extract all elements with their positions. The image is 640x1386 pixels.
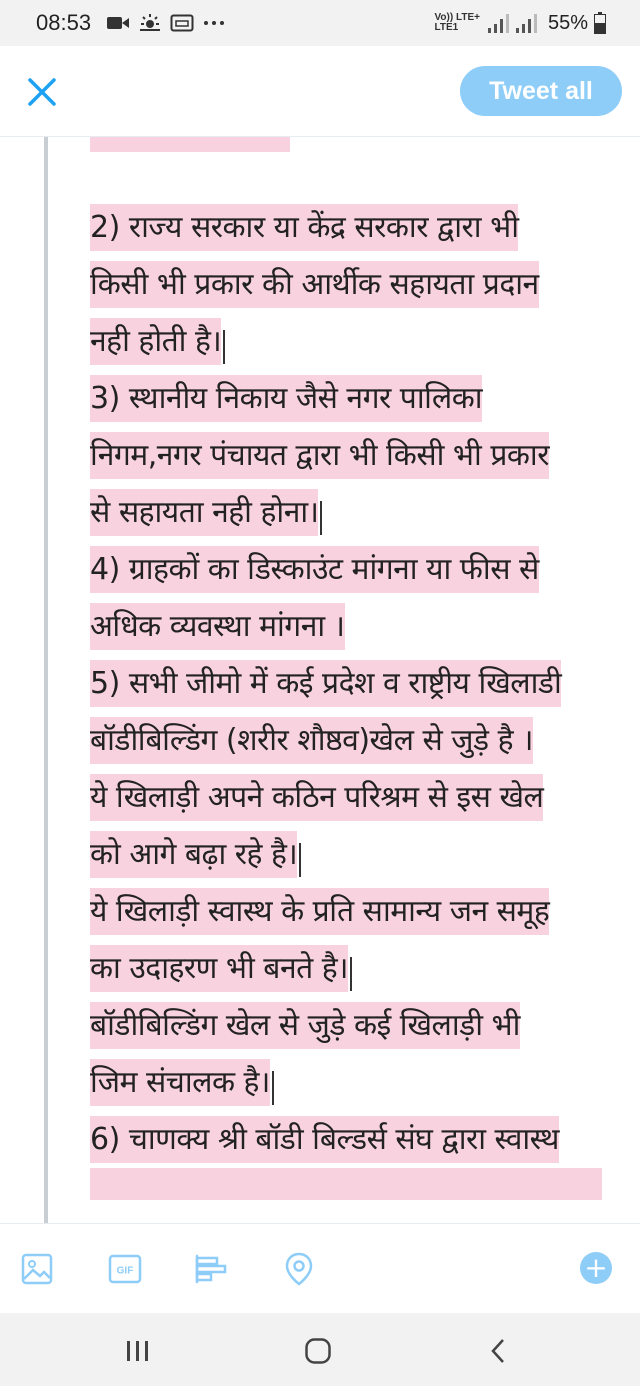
close-button[interactable] (24, 74, 60, 110)
thread-connector-line (44, 137, 48, 1223)
back-button[interactable] (478, 1333, 518, 1369)
tweet-text-input[interactable] (90, 199, 630, 1223)
add-tweet-icon: + (584, 1251, 608, 1284)
text-line-content: 5) सभी जीमो में कई प्रदेश व राष्ट्रीय खिलाडी (90, 660, 561, 707)
text-line-content: बॉडीबिल्डिंग (शरीर शौष्ठव)खेल से जुड़े है । (90, 717, 533, 764)
tweet-all-button[interactable]: Tweet all (460, 66, 622, 116)
location-icon (284, 1252, 314, 1286)
text-line (90, 940, 630, 997)
add-gif-button[interactable] (108, 1252, 142, 1286)
text-line (90, 256, 630, 313)
text-line (90, 370, 630, 427)
text-line (90, 655, 630, 712)
add-poll-button[interactable] (194, 1252, 228, 1286)
text-line-content: बॉडीबिल्डिंग खेल से जुड़े कई खिलाड़ी भी (90, 1002, 520, 1049)
text-line-content: का उदाहरण भी बनते है। (90, 945, 348, 992)
text-line-content: निगम,नगर पंचायत द्वारा भी किसी भी प्रकार (90, 432, 549, 479)
recent-apps-icon (124, 1339, 152, 1363)
text-line-content: किसी भी प्रकार की आर्थीक सहायता प्रदान (90, 261, 539, 308)
text-line (90, 997, 630, 1054)
text-line (90, 1054, 630, 1111)
network-line1: Vo)) LTE+ (434, 12, 480, 23)
gif-icon (108, 1254, 142, 1284)
text-line (90, 427, 630, 484)
status-icons-right (435, 10, 607, 36)
text-line (90, 313, 630, 370)
text-line-content: नही होती है। (90, 318, 221, 365)
network-type (435, 13, 480, 33)
text-line-content: 2) राज्य सरकार या केंद्र सरकार द्वारा भी (90, 204, 518, 251)
text-line-content: ये खिलाड़ी अपने कठिन परिश्रम से इस खेल (90, 774, 543, 821)
system-nav-bar (0, 1313, 640, 1386)
weather-icon (138, 13, 162, 33)
text-line-content: जिम संचालक है। (90, 1059, 270, 1106)
text-line-content: अधिक व्यवस्था मांगना । (90, 603, 345, 650)
text-line-content: 6) चाणक्य श्री बॉडी बिल्डर्स संघ द्वारा स्वास्थ (90, 1116, 559, 1163)
text-line (90, 598, 630, 655)
text-line (90, 712, 630, 769)
text-cursor (299, 843, 301, 877)
compose-header (0, 46, 640, 137)
text-line-content: 4) ग्राहकों का डिस्काउंट मांगना या फीस से (90, 546, 539, 593)
recent-apps-button[interactable] (118, 1333, 158, 1369)
text-line (90, 826, 630, 883)
cast-icon (170, 13, 194, 33)
signal-icon (486, 12, 542, 34)
text-line (90, 769, 630, 826)
image-icon (21, 1253, 53, 1285)
text-line-content: 3) स्थानीय निकाय जैसे नगर पालिका (90, 375, 482, 422)
back-icon (488, 1337, 508, 1365)
text-line-content: को आगे बढ़ा रहे है। (90, 831, 297, 878)
home-icon (304, 1337, 332, 1365)
battery-percent: 55% (547, 11, 588, 34)
video-icon (106, 14, 130, 32)
compose-toolbar (0, 1223, 640, 1314)
home-button[interactable] (298, 1333, 338, 1369)
text-cursor (350, 957, 352, 991)
close-icon (24, 74, 60, 110)
text-cursor (320, 501, 322, 535)
text-line-overflow (90, 1168, 602, 1200)
battery-icon (594, 12, 606, 34)
text-line-content: ये खिलाड़ी स्वास्थ के प्रति सामान्य जन समूह (90, 888, 549, 935)
gif-label: GIF (116, 1265, 134, 1277)
text-line-content: से सहायता नही होना। (90, 489, 318, 536)
status-bar (0, 0, 640, 46)
previous-text-highlight (90, 137, 290, 152)
text-line (90, 1168, 630, 1223)
text-line (90, 1111, 630, 1168)
add-location-button[interactable] (282, 1252, 316, 1286)
status-icons-left (106, 12, 226, 34)
text-line (90, 199, 630, 256)
network-line2: LTE1 (434, 22, 459, 33)
text-cursor (272, 1071, 274, 1105)
text-cursor (223, 330, 225, 364)
compose-area[interactable] (0, 137, 640, 1223)
text-line (90, 541, 630, 598)
add-tweet-button[interactable] (580, 1252, 612, 1284)
poll-icon (194, 1253, 228, 1285)
status-time: 08:53 (36, 10, 92, 35)
add-image-button[interactable] (20, 1252, 54, 1286)
more-dots-icon (202, 18, 226, 28)
text-line (90, 883, 630, 940)
text-line (90, 484, 630, 541)
